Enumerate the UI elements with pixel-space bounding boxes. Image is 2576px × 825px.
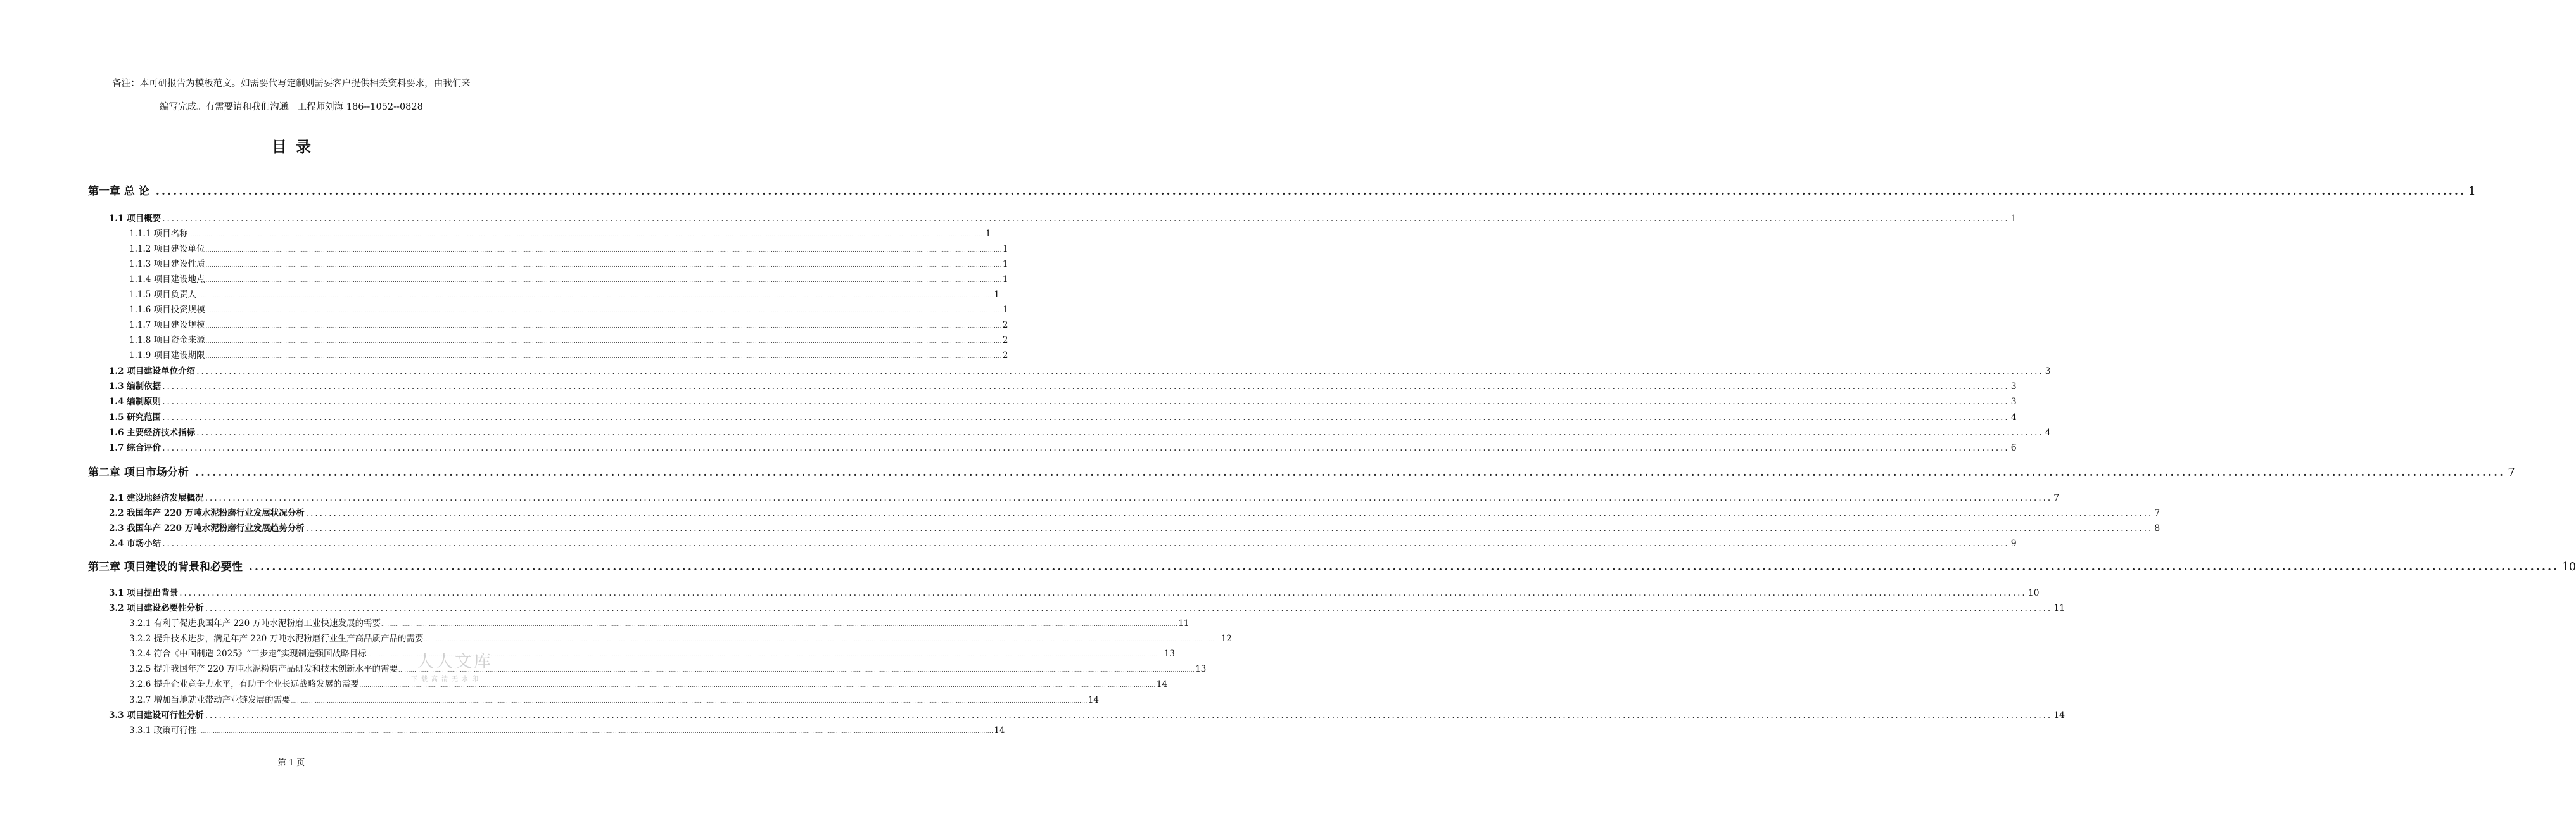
toc-entry-label: 第二章 项目市场分析 [88,466,189,479]
toc-page-number: 3 [2010,397,2017,407]
toc-subsection-entry[interactable] [129,257,1008,269]
toc-section-entry[interactable] [109,379,2017,392]
toc-subsection-entry[interactable] [129,723,1005,736]
toc-dot-leader: ................................................................................................................................................................................................................................................................................................................................................................................................................ [162,443,2010,453]
toc-page-number: 1 [1002,259,1008,269]
toc-page-number: 14 [994,726,1005,736]
toc-dot-leader: ................................................................................................................................................................................................................................................................................................................................................................................................................ [205,278,1002,283]
watermark-subtitle: 下载高清无水印 [411,676,482,683]
toc-dot-leader: ................................................................................................................................................................................................................................................................................................................................................................................................................ [305,508,2154,518]
toc-page-number: 10 [2027,588,2040,598]
toc-subsection-entry[interactable] [129,317,1008,330]
toc-page-number: 13 [1195,664,1207,674]
toc-subsection-entry[interactable] [129,287,999,300]
toc-section-entry[interactable] [109,506,2160,518]
toc-entry-label: 2.1 建设地经济发展概况 [109,493,204,503]
toc-page-number: 7 [2053,493,2060,503]
toc-dot-leader: ................................................................................................................................................................................................................................................................................................................................................................................................................ [205,262,1002,268]
page-footer: 第 1 页 [277,758,305,768]
toc-dot-leader: ................................................................................................................................................................................................................................................................................................................................................................................................................ [205,338,1002,344]
toc-dot-leader: ................................................................................................................................................................................................................................................................................................................................................................................................................ [197,293,994,298]
toc-subsection-entry[interactable] [129,693,1100,705]
toc-subsection-entry[interactable] [129,226,991,239]
toc-chapter-entry[interactable] [88,182,2476,198]
toc-page-number: 4 [2045,428,2051,438]
toc-dot-leader: ................................................................................................................................................................................................................................................................................................................................................................................................................ [248,561,2560,573]
toc-page-number: 2 [1002,335,1008,345]
watermark-title: 人人文库 [417,652,493,672]
toc-entry-label: 1.1.8 项目资金来源 [129,335,205,345]
toc-entry-label: 2.4 市场小结 [109,539,162,549]
toc-section-entry[interactable] [109,601,2065,613]
toc-entry-label: 1.1.5 项目负责人 [129,290,197,300]
toc-page-number: 1 [2468,184,2476,198]
toc-page-number: 1 [1002,305,1008,315]
toc-entry-label: 3.2.1 有利于促进我国年产 220 万吨水泥粉磨工业快速发展的需要 [129,618,381,629]
toc-page-number: 6 [2010,443,2017,453]
toc-subsection-entry[interactable] [129,333,1008,345]
toc-section-entry[interactable] [109,364,2051,376]
toc-dot-leader: ................................................................................................................................................................................................................................................................................................................................................................................................................ [197,729,994,734]
toc-page-number: 12 [1221,634,1232,644]
toc-dot-leader: ................................................................................................................................................................................................................................................................................................................................................................................................................ [188,232,985,238]
toc-entry-label: 1.1.3 项目建设性质 [129,259,205,269]
toc-entry-label: 3.2.7 增加当地就业带动产业链发展的需要 [129,695,291,705]
toc-dot-leader: ................................................................................................................................................................................................................................................................................................................................................................................................................ [205,308,1002,314]
toc-page-number: 1 [2010,214,2017,224]
toc-entry-label: 1.2 项目建设单位介绍 [109,366,196,376]
toc-dot-leader: ................................................................................................................................................................................................................................................................................................................................................................................................................ [381,622,1178,627]
toc-page-number: 11 [1178,618,1190,629]
toc-page-number: 13 [1164,649,1175,659]
toc-dot-leader: ................................................................................................................................................................................................................................................................................................................................................................................................................ [205,710,2053,720]
toc-entry-label: 3.2.6 提升企业竞争力水平，有助于企业长远战略发展的需要 [129,679,359,689]
toc-section-entry[interactable] [109,521,2160,534]
toc-dot-leader: ................................................................................................................................................................................................................................................................................................................................................................................................................ [196,428,2044,438]
toc-dot-leader: ................................................................................................................................................................................................................................................................................................................................................................................................................ [205,247,1002,253]
template-note-line-1: 备注：本可研报告为模板范文。如需要代写定制则需要客户提供相关资料要求，由我们来 [112,79,471,89]
toc-subsection-entry[interactable] [129,616,1190,629]
toc-dot-leader: ................................................................................................................................................................................................................................................................................................................................................................................................................ [205,493,2053,503]
toc-section-entry[interactable] [109,536,2017,549]
toc-dot-leader: ................................................................................................................................................................................................................................................................................................................................................................................................................ [398,667,1195,673]
toc-entry-label: 1.4 编制原则 [109,397,162,407]
toc-entry-label: 1.7 综合评价 [109,443,162,453]
toc-dot-leader: ................................................................................................................................................................................................................................................................................................................................................................................................................ [305,523,2154,534]
toc-dot-leader: ................................................................................................................................................................................................................................................................................................................................................................................................................ [194,466,2506,479]
toc-dot-leader: ................................................................................................................................................................................................................................................................................................................................................................................................................ [179,588,2027,598]
toc-dot-leader: ................................................................................................................................................................................................................................................................................................................................................................................................................ [291,698,1088,704]
toc-dot-leader: ................................................................................................................................................................................................................................................................................................................................................................................................................ [205,603,2053,613]
toc-page-number: 3 [2010,381,2017,392]
toc-page-number: 2 [1002,350,1008,361]
toc-page-number: 1 [1002,274,1008,285]
toc-section-entry[interactable] [109,440,2017,453]
toc-section-entry[interactable] [109,394,2017,407]
toc-page-number: 7 [2508,466,2515,479]
toc-page-number: 14 [1088,695,1100,705]
toc-section-entry[interactable] [109,585,2040,598]
toc-section-entry[interactable] [109,211,2017,224]
template-note-line-2: 编写完成。有需要请和我们沟通。工程师刘海 186--1052--0828 [160,102,423,112]
toc-dot-leader: ................................................................................................................................................................................................................................................................................................................................................................................................................ [359,682,1156,688]
toc-dot-leader: ................................................................................................................................................................................................................................................................................................................................................................................................................ [162,381,2010,392]
toc-section-entry[interactable] [109,490,2060,503]
toc-section-entry[interactable] [109,410,2017,423]
toc-section-entry[interactable] [109,425,2051,438]
toc-entry-label: 1.1 项目概要 [109,214,162,224]
toc-dot-leader: ................................................................................................................................................................................................................................................................................................................................................................................................................ [155,185,2466,198]
toc-subsection-entry[interactable] [129,302,1008,315]
toc-dot-leader: ................................................................................................................................................................................................................................................................................................................................................................................................................ [367,652,1164,658]
toc-entry-label: 2.3 我国年产 220 万吨水泥粉磨行业发展趋势分析 [109,523,305,534]
toc-subsection-entry[interactable] [129,241,1008,254]
toc-entry-label: 3.3.1 政策可行性 [129,726,197,736]
toc-page-number: 2 [1002,320,1008,330]
toc-entry-label: 1.3 编制依据 [109,381,162,392]
toc-page-number: 8 [2154,523,2160,534]
toc-page-number: 3 [2045,366,2051,376]
toc-entry-label: 1.1.4 项目建设地点 [129,274,205,285]
toc-page-number: 14 [1156,679,1168,689]
toc-dot-leader: ................................................................................................................................................................................................................................................................................................................................................................................................................ [162,539,2010,549]
toc-entry-label: 1.1.1 项目名称 [129,229,188,239]
toc-dot-leader: ................................................................................................................................................................................................................................................................................................................................................................................................................ [205,354,1002,359]
toc-entry-label: 1.5 研究范围 [109,412,162,423]
toc-chapter-entry[interactable] [88,558,2576,573]
toc-page-number: 1 [994,290,999,300]
watermark-logo [409,648,498,687]
toc-entry-label: 1.1.7 项目建设规模 [129,320,205,330]
toc-entry-label: 第一章 总 论 [88,185,149,198]
toc-subsection-entry[interactable] [129,631,1232,644]
toc-entry-label: 2.2 我国年产 220 万吨水泥粉磨行业发展状况分析 [109,508,305,518]
toc-page-number: 11 [2053,603,2065,613]
toc-page-number: 14 [2053,710,2065,720]
toc-page-number: 10 [2561,560,2576,573]
toc-entry-label: 1.1.2 项目建设单位 [129,244,205,254]
toc-section-entry[interactable] [109,708,2065,720]
toc-dot-leader: ................................................................................................................................................................................................................................................................................................................................................................................................................ [162,412,2010,423]
toc-page-number: 4 [2010,412,2017,423]
toc-entry-label: 3.2.2 提升技术进步，满足年产 220 万吨水泥粉磨行业生产高品质产品的需要 [129,634,424,644]
toc-dot-leader: ................................................................................................................................................................................................................................................................................................................................................................................................................ [162,214,2010,224]
toc-entry-label: 3.2.5 提升我国年产 220 万吨水泥粉磨产品研发和技术创新水平的需要 [129,664,398,674]
toc-subsection-entry[interactable] [129,348,1008,361]
toc-entry-label: 1.1.9 项目建设期限 [129,350,205,361]
toc-page-number: 1 [1002,244,1008,254]
toc-entry-label: 3.1 项目提出背景 [109,588,179,598]
toc-entry-label: 第三章 项目建设的背景和必要性 [88,561,243,573]
toc-dot-leader: ................................................................................................................................................................................................................................................................................................................................................................................................................ [196,366,2044,376]
toc-chapter-entry[interactable] [88,463,2515,479]
toc-dot-leader: ................................................................................................................................................................................................................................................................................................................................................................................................................ [162,397,2010,407]
toc-title: 目录 [272,138,320,156]
toc-subsection-entry[interactable] [129,272,1008,285]
toc-entry-label: 3.2 项目建设必要性分析 [109,603,204,613]
toc-page-number: 7 [2154,508,2160,518]
toc-entry-label: 1.1.6 项目投资规模 [129,305,205,315]
toc-entry-label: 3.2.4 符合《中国制造 2025》“三步走”实现制造强国战略目标 [129,649,367,659]
toc-dot-leader: ................................................................................................................................................................................................................................................................................................................................................................................................................ [424,637,1221,643]
toc-page-number: 1 [985,229,991,239]
toc-entry-label: 1.6 主要经济技术指标 [109,428,196,438]
toc-dot-leader: ................................................................................................................................................................................................................................................................................................................................................................................................................ [205,323,1002,329]
toc-page-number: 9 [2010,539,2017,549]
toc-entry-label: 3.3 项目建设可行性分析 [109,710,204,720]
